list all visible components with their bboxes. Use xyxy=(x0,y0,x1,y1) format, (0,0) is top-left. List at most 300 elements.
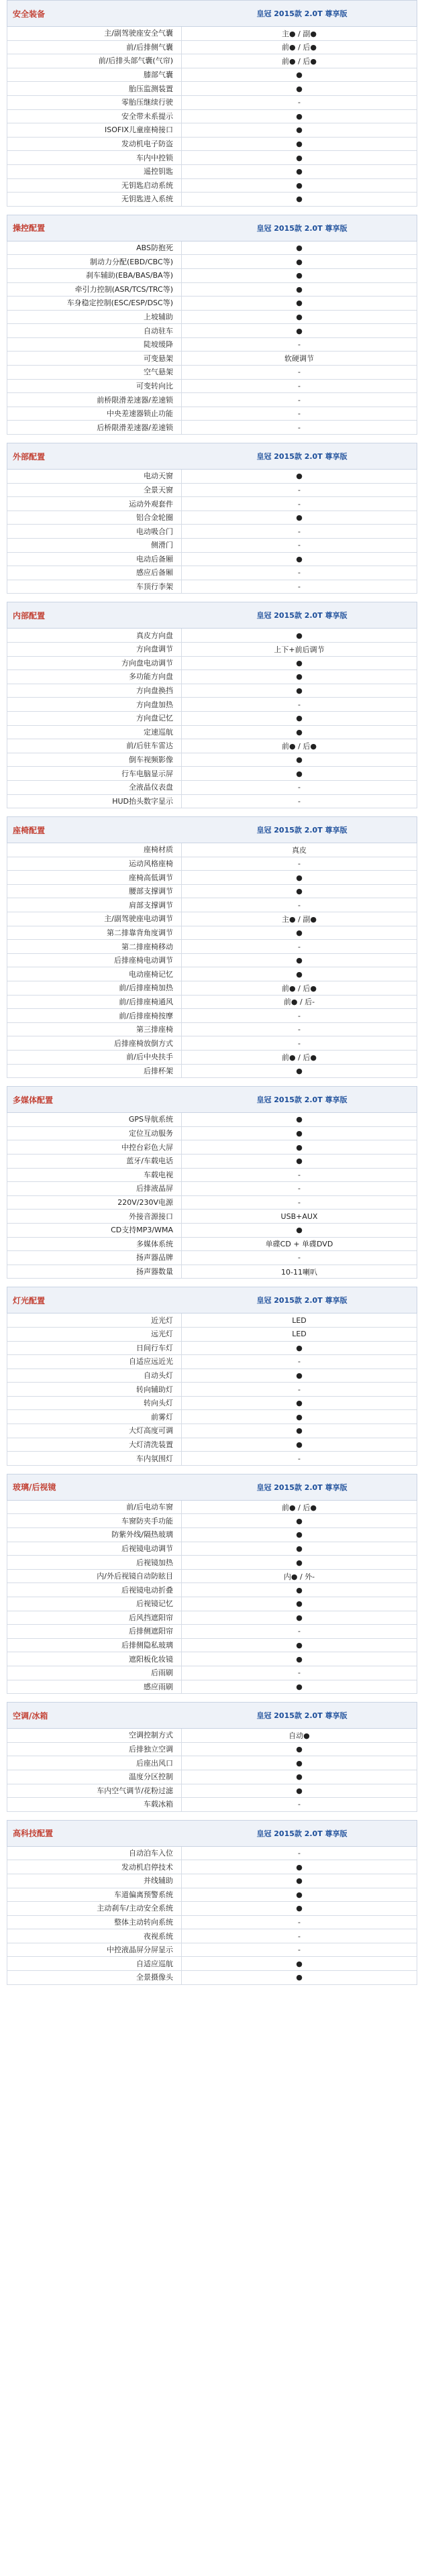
section-gap xyxy=(0,808,424,816)
spec-row xyxy=(7,781,417,795)
spec-name: 扬声器数量 xyxy=(7,1265,182,1279)
spec-row xyxy=(7,1328,417,1342)
spec-row xyxy=(7,1798,417,1812)
spec-value: - xyxy=(298,1627,301,1636)
spec-row xyxy=(7,1902,417,1916)
spec-name: 第二排靠背角度调节 xyxy=(7,926,182,940)
spec-value: ● xyxy=(296,1115,303,1124)
spec-name: 主/副驾驶座电动调节 xyxy=(7,912,182,926)
spec-row xyxy=(7,1369,417,1383)
spec-name: ABS防抱死 xyxy=(7,241,182,255)
spec-value: 真皮 xyxy=(292,845,307,855)
spec-name: 转向头灯 xyxy=(7,1397,182,1410)
spec-row xyxy=(7,643,417,657)
spec-row xyxy=(7,712,417,726)
spec-name: 前/后电动车窗 xyxy=(7,1501,182,1514)
spec-row xyxy=(7,54,417,68)
spec-name: 自动头灯 xyxy=(7,1369,182,1383)
model-name-header: 皇冠 2015款 2.0T 尊享版 xyxy=(256,1711,348,1721)
spec-row xyxy=(7,297,417,311)
section-gap xyxy=(0,1812,424,1820)
spec-row xyxy=(7,1009,417,1023)
section-header xyxy=(7,1820,417,1847)
spec-value: ● xyxy=(296,326,303,335)
spec-row xyxy=(7,1224,417,1238)
section-header xyxy=(7,602,417,629)
spec-value: ● xyxy=(296,271,303,280)
spec-name: 方向盘记忆 xyxy=(7,712,182,725)
spec-row xyxy=(7,1127,417,1141)
spec-row xyxy=(7,1874,417,1888)
spec-row xyxy=(7,657,417,671)
model-name-header: 皇冠 2015款 2.0T 尊享版 xyxy=(256,452,348,462)
spec-name: 自适应巡航 xyxy=(7,1957,182,1970)
spec-row xyxy=(7,566,417,580)
spec-value: - xyxy=(298,499,301,508)
spec-value: - xyxy=(298,796,301,806)
spec-name: 车内氛围灯 xyxy=(7,1452,182,1465)
section-title: 操控配置 xyxy=(13,223,46,233)
spec-name: 温度分区控制 xyxy=(7,1770,182,1784)
spec-name: 遮阳板化妆镜 xyxy=(7,1652,182,1666)
spec-row xyxy=(7,898,417,912)
spec-row xyxy=(7,767,417,781)
spec-value: ● xyxy=(296,244,303,253)
spec-value: ● xyxy=(296,873,303,882)
spec-section xyxy=(7,1820,417,1985)
spec-value: ● xyxy=(296,658,303,667)
spec-name: 上坡辅助 xyxy=(7,311,182,324)
spec-name: 大灯清洗装置 xyxy=(7,1438,182,1452)
spec-name: 零胎压继续行驶 xyxy=(7,96,182,109)
spec-row xyxy=(7,324,417,338)
spec-row xyxy=(7,670,417,684)
spec-name: 后风挡遮阳帘 xyxy=(7,1611,182,1625)
spec-name: 转向辅助灯 xyxy=(7,1383,182,1396)
spec-row xyxy=(7,1196,417,1210)
spec-value: 前● / 后● xyxy=(282,983,317,993)
spec-value: 软硬调节 xyxy=(284,354,314,364)
spec-name: 座椅材质 xyxy=(7,843,182,857)
spec-value: - xyxy=(298,368,301,377)
section-header xyxy=(7,1287,417,1313)
section-header xyxy=(7,1474,417,1501)
spec-section xyxy=(7,602,417,808)
spec-name: GPS导航系统 xyxy=(7,1113,182,1126)
spec-row xyxy=(7,629,417,643)
spec-row xyxy=(7,1680,417,1695)
spec-value: - xyxy=(298,1931,301,1941)
spec-name: 第三排座椅 xyxy=(7,1023,182,1036)
spec-value: ● xyxy=(296,1772,303,1782)
section-title: 灯光配置 xyxy=(13,1295,46,1305)
spec-row xyxy=(7,1501,417,1515)
spec-name: 后座出风口 xyxy=(7,1756,182,1770)
spec-row xyxy=(7,283,417,297)
spec-value: ● xyxy=(296,1613,303,1622)
spec-row xyxy=(7,1051,417,1065)
spec-value: ● xyxy=(296,1876,303,1886)
spec-row xyxy=(7,138,417,152)
section-title: 内部配置 xyxy=(13,610,46,621)
spec-row xyxy=(7,1355,417,1369)
section-header xyxy=(7,443,417,470)
spec-name: 前/后排座椅按摩 xyxy=(7,1009,182,1022)
spec-value: ● xyxy=(296,1226,303,1235)
spec-name: 车载冰箱 xyxy=(7,1798,182,1811)
spec-name: 全景摄像头 xyxy=(7,1971,182,1984)
spec-value: - xyxy=(298,942,301,951)
spec-value: 前● / 后● xyxy=(282,1503,317,1512)
spec-value: ● xyxy=(296,1585,303,1595)
spec-name: 自动泊车入位 xyxy=(7,1847,182,1860)
spec-row xyxy=(7,1528,417,1542)
spec-value: - xyxy=(298,340,301,350)
spec-row xyxy=(7,1424,417,1438)
spec-name: 防紫外线/隔热玻璃 xyxy=(7,1528,182,1542)
spec-name: 车道偏离预警系统 xyxy=(7,1888,182,1902)
spec-value: ● xyxy=(296,1440,303,1449)
spec-row xyxy=(7,525,417,539)
spec-name: 后排独立空调 xyxy=(7,1743,182,1756)
spec-value: - xyxy=(298,1170,301,1179)
spec-value: ● xyxy=(296,1599,303,1609)
spec-value: - xyxy=(298,527,301,536)
section-title: 座椅配置 xyxy=(13,825,46,835)
spec-value: 前● / 后● xyxy=(282,43,317,52)
spec-value: ● xyxy=(296,1412,303,1421)
section-title: 安全装备 xyxy=(13,9,46,19)
section-header xyxy=(7,1702,417,1729)
spec-name: 方向盘加热 xyxy=(7,698,182,711)
spec-value: ● xyxy=(296,1426,303,1436)
spec-name: 电动吸合门 xyxy=(7,525,182,538)
spec-name: 后排液晶屏 xyxy=(7,1182,182,1195)
spec-name: 车内中控锁 xyxy=(7,151,182,164)
spec-row xyxy=(7,1113,417,1127)
spec-row xyxy=(7,255,417,269)
spec-name: 主动刹车/主动安全系统 xyxy=(7,1902,182,1915)
spec-value: ● xyxy=(296,84,303,93)
spec-row xyxy=(7,1929,417,1943)
spec-row xyxy=(7,96,417,110)
section-gap xyxy=(0,1985,424,1993)
spec-row xyxy=(7,1265,417,1279)
spec-name: 远光灯 xyxy=(7,1328,182,1341)
spec-name: 全景天窗 xyxy=(7,484,182,497)
section-gap xyxy=(0,1694,424,1702)
spec-name: 前雾灯 xyxy=(7,1410,182,1424)
spec-row xyxy=(7,1957,417,1971)
spec-row xyxy=(7,1023,417,1037)
spec-section xyxy=(7,0,417,207)
spec-value: ● xyxy=(296,513,303,523)
spec-name: 蓝牙/车载电话 xyxy=(7,1155,182,1168)
spec-name: 前/后驻车雷达 xyxy=(7,739,182,753)
spec-name: 后视镜电动折叠 xyxy=(7,1583,182,1597)
spec-row xyxy=(7,726,417,740)
spec-row xyxy=(7,338,417,352)
spec-row xyxy=(7,1888,417,1902)
spec-value: - xyxy=(298,1800,301,1809)
spec-name: 制动力分配(EBD/CBC等) xyxy=(7,255,182,268)
spec-name: 前/后中央扶手 xyxy=(7,1051,182,1064)
spec-name: 膝部气囊 xyxy=(7,68,182,82)
spec-row xyxy=(7,539,417,553)
spec-value: ● xyxy=(296,1530,303,1540)
section-title: 高科技配置 xyxy=(13,1829,54,1839)
spec-section xyxy=(7,816,417,1078)
spec-value: ● xyxy=(296,1654,303,1664)
spec-value: ● xyxy=(296,299,303,308)
spec-name: 大灯高度可调 xyxy=(7,1424,182,1438)
spec-name: 后排座椅电动调节 xyxy=(7,954,182,967)
spec-value: ● xyxy=(296,1343,303,1352)
spec-row xyxy=(7,1770,417,1784)
spec-name: 多媒体系统 xyxy=(7,1238,182,1251)
spec-value: ● xyxy=(296,755,303,765)
spec-value: ● xyxy=(296,672,303,682)
spec-name: 前/后排座椅加热 xyxy=(7,981,182,995)
spec-row xyxy=(7,1210,417,1224)
spec-value: ● xyxy=(296,140,303,149)
spec-row xyxy=(7,1570,417,1584)
spec-row xyxy=(7,511,417,525)
spec-value: - xyxy=(298,1668,301,1678)
spec-section xyxy=(7,1287,417,1466)
model-name-header: 皇冠 2015款 2.0T 尊享版 xyxy=(256,223,348,233)
spec-name: 日间行车灯 xyxy=(7,1342,182,1355)
spec-value: - xyxy=(298,409,301,419)
spec-value: ● xyxy=(296,956,303,965)
spec-row xyxy=(7,1342,417,1356)
spec-name: 电动后备厢 xyxy=(7,553,182,566)
spec-name: 主/副驾驶座安全气囊 xyxy=(7,27,182,40)
spec-name: 遥控钥匙 xyxy=(7,165,182,178)
spec-value: ● xyxy=(296,928,303,937)
spec-row xyxy=(7,1639,417,1653)
spec-name: 中控台彩色大屏 xyxy=(7,1140,182,1154)
spec-name: 扬声器品牌 xyxy=(7,1251,182,1265)
spec-row xyxy=(7,981,417,996)
spec-row xyxy=(7,1251,417,1265)
spec-row xyxy=(7,1971,417,1985)
spec-row xyxy=(7,407,417,421)
spec-name: 后排座椅放倒方式 xyxy=(7,1036,182,1050)
spec-name: 第二排座椅移动 xyxy=(7,940,182,953)
spec-name: 前/后排侧气囊 xyxy=(7,41,182,54)
spec-name: 全液晶仪表盘 xyxy=(7,781,182,794)
spec-row xyxy=(7,1611,417,1625)
spec-value: ● xyxy=(296,969,303,979)
spec-row xyxy=(7,27,417,41)
spec-value: - xyxy=(298,783,301,792)
spec-row xyxy=(7,1397,417,1411)
spec-value: ● xyxy=(296,1558,303,1567)
section-gap xyxy=(0,594,424,602)
spec-value: - xyxy=(298,1184,301,1193)
spec-value: ● xyxy=(296,1399,303,1408)
spec-name: HUD抬头数字显示 xyxy=(7,795,182,808)
spec-name: 后视镜记忆 xyxy=(7,1597,182,1611)
spec-row xyxy=(7,484,417,498)
spec-value: LED xyxy=(292,1316,307,1325)
spec-row xyxy=(7,1036,417,1051)
section-title: 多媒体配置 xyxy=(13,1095,54,1105)
spec-name: 感应雨刷 xyxy=(7,1680,182,1694)
spec-name: 车身稳定控制(ESC/ESP/DSC等) xyxy=(7,297,182,310)
spec-value: ● xyxy=(296,472,303,481)
spec-name: 中央差速器锁止功能 xyxy=(7,407,182,421)
spec-value: 前● / 后● xyxy=(282,56,317,66)
spec-name: 自动驻车 xyxy=(7,324,182,337)
spec-value: - xyxy=(298,485,301,494)
spec-name: 后视镜加热 xyxy=(7,1556,182,1569)
spec-name: 多功能方向盘 xyxy=(7,670,182,684)
spec-value: - xyxy=(298,1385,301,1394)
section-gap xyxy=(0,1466,424,1474)
spec-row xyxy=(7,1756,417,1770)
spec-row xyxy=(7,1625,417,1639)
spec-value: ● xyxy=(296,1066,303,1075)
spec-row xyxy=(7,352,417,366)
spec-name: 可变转向比 xyxy=(7,380,182,393)
spec-value: - xyxy=(298,381,301,390)
spec-row xyxy=(7,996,417,1010)
model-name-header: 皇冠 2015款 2.0T 尊享版 xyxy=(256,1095,348,1105)
spec-row xyxy=(7,1140,417,1155)
spec-value: - xyxy=(298,859,301,868)
spec-value: ● xyxy=(296,1129,303,1138)
spec-name: 自适应远近光 xyxy=(7,1355,182,1368)
spec-name: 前/后排头部气囊(气帘) xyxy=(7,54,182,68)
spec-row xyxy=(7,1597,417,1611)
section-header xyxy=(7,0,417,27)
spec-value: ● xyxy=(296,312,303,321)
spec-row xyxy=(7,1452,417,1466)
spec-value: 内● / 外- xyxy=(283,1572,315,1581)
spec-value: 前● / 后● xyxy=(282,741,317,751)
spec-row xyxy=(7,1169,417,1183)
spec-row xyxy=(7,1065,417,1079)
spec-name: 铝合金轮圈 xyxy=(7,511,182,525)
section-header xyxy=(7,1086,417,1113)
spec-name: 侧滑门 xyxy=(7,539,182,552)
spec-value: ● xyxy=(296,1786,303,1795)
spec-value: - xyxy=(298,1038,301,1048)
spec-row xyxy=(7,110,417,124)
spec-name: 后桥限滑差速器/差速锁 xyxy=(7,421,182,434)
spec-row xyxy=(7,241,417,256)
spec-name: 感应后备厢 xyxy=(7,566,182,580)
spec-value: - xyxy=(298,700,301,709)
spec-value: ● xyxy=(296,284,303,294)
spec-value: ● xyxy=(296,257,303,266)
spec-name: 后雨刷 xyxy=(7,1666,182,1680)
spec-value: ● xyxy=(296,686,303,696)
spec-name: 方向盘换挡 xyxy=(7,684,182,698)
spec-name: CD支持MP3/WMA xyxy=(7,1224,182,1237)
spec-value: 自动● xyxy=(288,1731,310,1740)
spec-name: 车载电视 xyxy=(7,1169,182,1182)
spec-row xyxy=(7,1916,417,1930)
spec-row xyxy=(7,179,417,193)
spec-row xyxy=(7,1784,417,1799)
spec-name: 发动机电子防盗 xyxy=(7,138,182,151)
spec-value: ● xyxy=(296,727,303,737)
spec-row xyxy=(7,165,417,179)
spec-name: 电动座椅记忆 xyxy=(7,967,182,981)
spec-value: - xyxy=(298,1454,301,1463)
spec-name: 定速巡航 xyxy=(7,726,182,739)
spec-row xyxy=(7,1313,417,1328)
spec-value: ● xyxy=(296,1745,303,1754)
spec-row xyxy=(7,193,417,207)
spec-row xyxy=(7,1155,417,1169)
spec-row xyxy=(7,698,417,712)
spec-name: 陡坡缓降 xyxy=(7,338,182,352)
spec-value: ● xyxy=(296,769,303,778)
spec-row xyxy=(7,940,417,954)
spec-value: ● xyxy=(296,887,303,896)
spec-section xyxy=(7,1474,417,1694)
spec-value: ● xyxy=(296,153,303,162)
spec-value: - xyxy=(298,1945,301,1955)
spec-name: 车内空气调节/花粉过滤 xyxy=(7,1784,182,1798)
model-name-header: 皇冠 2015款 2.0T 尊享版 xyxy=(256,9,348,18)
spec-value: - xyxy=(298,1357,301,1366)
spec-row xyxy=(7,366,417,380)
spec-value: 主● / 副● xyxy=(282,914,317,924)
spec-name: 后排侧遮阳帘 xyxy=(7,1625,182,1638)
spec-value: ● xyxy=(296,1758,303,1768)
spec-row xyxy=(7,926,417,941)
spec-name: 电动天窗 xyxy=(7,470,182,483)
spec-value: ● xyxy=(296,180,303,190)
spec-row xyxy=(7,843,417,857)
spec-value: - xyxy=(298,568,301,578)
spec-row xyxy=(7,68,417,83)
spec-value: ● xyxy=(296,1516,303,1525)
spec-name: 220V/230V电源 xyxy=(7,1196,182,1210)
section-gap xyxy=(0,207,424,215)
spec-value: ● xyxy=(296,195,303,204)
spec-section xyxy=(7,1702,417,1812)
model-name-header: 皇冠 2015款 2.0T 尊享版 xyxy=(256,1483,348,1492)
section-gap xyxy=(0,435,424,443)
spec-value: ● xyxy=(296,714,303,723)
spec-row xyxy=(7,1743,417,1757)
spec-name: 外接音源接口 xyxy=(7,1210,182,1223)
spec-name: 近光灯 xyxy=(7,1313,182,1327)
spec-value: - xyxy=(298,900,301,910)
spec-row xyxy=(7,753,417,767)
spec-row xyxy=(7,1438,417,1452)
spec-row xyxy=(7,470,417,484)
spec-row xyxy=(7,380,417,394)
spec-section xyxy=(7,443,417,594)
spec-value: - xyxy=(298,1198,301,1208)
spec-name: 整体主动转向系统 xyxy=(7,1916,182,1929)
spec-name: 后排杯架 xyxy=(7,1065,182,1078)
spec-value: - xyxy=(298,395,301,405)
spec-row xyxy=(7,1542,417,1556)
spec-row xyxy=(7,1182,417,1196)
spec-value: ● xyxy=(296,631,303,640)
model-name-header: 皇冠 2015款 2.0T 尊享版 xyxy=(256,611,348,621)
spec-name: 胎压监测装置 xyxy=(7,82,182,95)
spec-value: USB+AUX xyxy=(280,1212,318,1221)
